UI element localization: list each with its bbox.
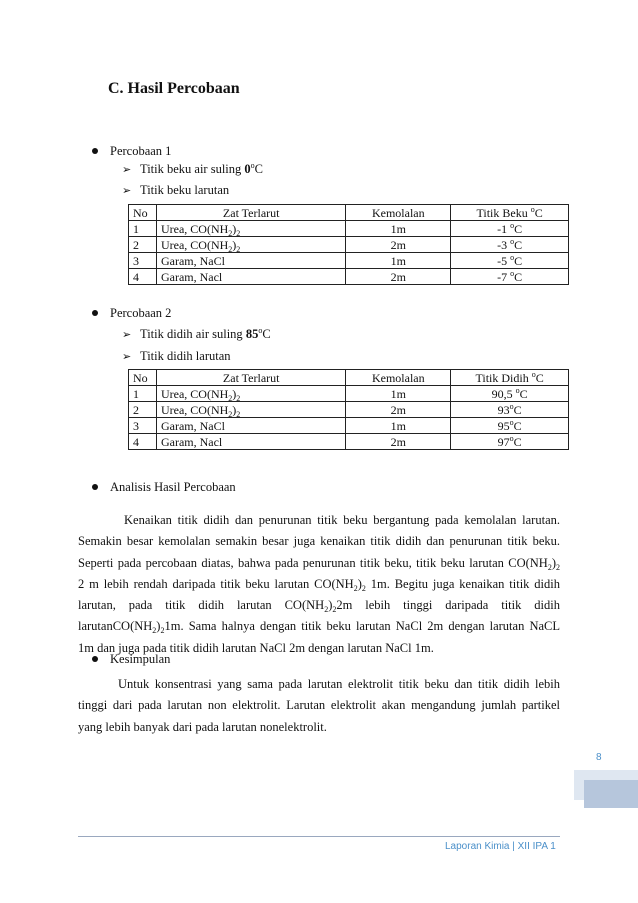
cell-zat: Urea, $CO(NH_2)_2$	[156, 402, 345, 418]
cell-no: 1	[129, 221, 157, 237]
degree-sup: o	[258, 326, 263, 335]
exp2-item1-text: Titik didih air suling	[140, 327, 246, 341]
table-header-row	[129, 205, 569, 221]
table-row	[129, 386, 569, 402]
cell-zat: Urea, $CO(NH_2)_2$	[156, 221, 345, 237]
section-heading: C. Hasil Percobaan	[108, 80, 240, 97]
cell-zat: Urea, $CO(NH_2)_2$	[156, 237, 345, 253]
page-corner-decoration-dark	[584, 780, 638, 808]
table-titik-didih	[128, 369, 569, 450]
cell-no: 3	[129, 253, 157, 269]
cell-zat: Garam, NaCl	[156, 253, 345, 269]
cell-titik: 97$^o$C	[451, 434, 569, 450]
cell-no: 2	[129, 237, 157, 253]
cell-zat: Garam, Nacl	[156, 269, 345, 285]
degree-sup: o	[250, 161, 255, 170]
bullet-dot-icon	[92, 310, 98, 316]
analysis-paragraph	[78, 510, 560, 659]
cell-kemolalan: 1m	[346, 418, 451, 434]
bullet-dot-icon	[92, 656, 98, 662]
cell-zat: Garam, Nacl	[156, 434, 345, 450]
bullet-analisis	[92, 479, 236, 495]
cell-no: 2	[129, 402, 157, 418]
cell-titik: -7 $^o$C	[451, 269, 569, 285]
arrow-bullet-icon: ➢	[122, 329, 132, 341]
cell-zat: Urea, $CO(NH_2)_2$	[156, 386, 345, 402]
exp2-item2-text: Titik didih larutan	[140, 349, 231, 363]
bullet-kesimpulan	[92, 651, 170, 667]
conclusion-line: yang lebih banyak dari pada larutan nonelektrolit.	[78, 719, 327, 734]
cell-no: 4	[129, 269, 157, 285]
analysis-line: Seperti pada percobaan diatas, bahwa pada penurunan titik beku, titik beku larutan $CO(NH_2)_2$	[78, 555, 560, 572]
conclusion-title: Kesimpulan	[110, 652, 171, 666]
percobaan-2-title: Percobaan 2	[110, 306, 172, 320]
cell-titik: -1 $^o$C	[451, 221, 569, 237]
analysis-line: $larutanCO(NH_2)_21m$. Sama halnya dengan titik beku larutan NaCl 2m dengan larutan NaCL	[78, 619, 560, 636]
bullet-dot-icon	[92, 484, 98, 490]
conclusion-line: tinggi dari pada larutan non elektrolit. Larutan elektrolit akan mengandung jumlah partikel	[78, 698, 560, 713]
table-row	[129, 402, 569, 418]
table-row	[129, 221, 569, 237]
cell-titik: 90,5 $^o$C	[451, 386, 569, 402]
page-number: 8	[596, 752, 602, 763]
footer-text: Laporan Kimia | XII IPA 1	[445, 841, 556, 852]
exp2-item1-unit: C	[262, 327, 271, 341]
table-row	[129, 253, 569, 269]
header-zat: Zat Terlarut	[156, 370, 345, 386]
exp1-item1-value: 0	[244, 162, 251, 176]
cell-kemolalan: 1m	[346, 386, 451, 402]
header-titik-didih: Titik Didih $^o$C	[451, 370, 569, 386]
header-zat: Zat Terlarut	[156, 205, 345, 221]
exp1-item2-text: Titik beku larutan	[140, 183, 230, 197]
analysis-line: 1m dan juga pada titik didih larutan NaCl 2m dengan larutan NaCl 1m.	[78, 640, 434, 655]
analysis-line: 2 m lebih rendah daripada titik beku larutan $CO(NH_2)_2$ 1m. Begitu juga kenaikan titik didih	[78, 576, 560, 593]
cell-titik: -5 $^o$C	[451, 253, 569, 269]
analysis-line: larutan, pada titik didih larutan $CO(NH_2)_22m$ lebih tinggi daripada titik didih	[78, 598, 560, 615]
exp1-item-larutan	[122, 182, 229, 199]
header-kemolalan: Kemolalan	[346, 370, 451, 386]
cell-kemolalan: 1m	[346, 253, 451, 269]
cell-kemolalan: 2m	[346, 269, 451, 285]
exp2-item-larutan	[122, 348, 231, 365]
conclusion-paragraph	[78, 674, 560, 738]
cell-titik: -3 $^o$C	[451, 237, 569, 253]
table-titik-beku	[128, 204, 569, 285]
header-titik-beku: Titik Beku $^o$C	[451, 205, 569, 221]
arrow-bullet-icon: ➢	[122, 351, 132, 363]
exp2-item-air-suling	[122, 326, 271, 343]
footer-divider	[78, 836, 560, 837]
exp1-item-air-suling	[122, 161, 263, 178]
cell-kemolalan: 2m	[346, 237, 451, 253]
analysis-line: Kenaikan titik didih dan penurunan titik beku bergantung pada kemolalan larutan.	[124, 513, 560, 527]
cell-kemolalan: 2m	[346, 402, 451, 418]
analysis-line: Semakin besar kemolalan semakin besar juga kenaikan titik didih dan penurunan titik beku.	[78, 534, 560, 549]
cell-zat: Garam, NaCl	[156, 418, 345, 434]
bullet-dot-icon	[92, 148, 98, 154]
cell-kemolalan: 2m	[346, 434, 451, 450]
arrow-bullet-icon: ➢	[122, 185, 132, 197]
cell-titik: 95$^o$C	[451, 418, 569, 434]
cell-kemolalan: 1m	[346, 221, 451, 237]
cell-no: 1	[129, 386, 157, 402]
conclusion-line: Untuk konsentrasi yang sama pada larutan elektrolit titik beku dan titik didih lebih	[118, 677, 560, 691]
cell-no: 3	[129, 418, 157, 434]
table-row	[129, 237, 569, 253]
bullet-percobaan-2	[92, 305, 171, 321]
bullet-percobaan-1	[92, 143, 171, 159]
header-kemolalan: Kemolalan	[346, 205, 451, 221]
table-row	[129, 269, 569, 285]
table-header-row	[129, 370, 569, 386]
header-no: No	[129, 370, 157, 386]
exp1-item1-unit: C	[254, 162, 264, 176]
arrow-bullet-icon: ➢	[122, 164, 132, 176]
exp1-item1-text: Titik beku air suling	[140, 162, 245, 176]
cell-no: 4	[129, 434, 157, 450]
header-no: No	[129, 205, 157, 221]
percobaan-1-title: Percobaan 1	[110, 144, 172, 158]
analysis-title: Analisis Hasil Percobaan	[110, 480, 236, 494]
table-row	[129, 434, 569, 450]
table-row	[129, 418, 569, 434]
exp2-item1-value: 85	[245, 327, 259, 341]
cell-titik: 93$^o$C	[451, 402, 569, 418]
